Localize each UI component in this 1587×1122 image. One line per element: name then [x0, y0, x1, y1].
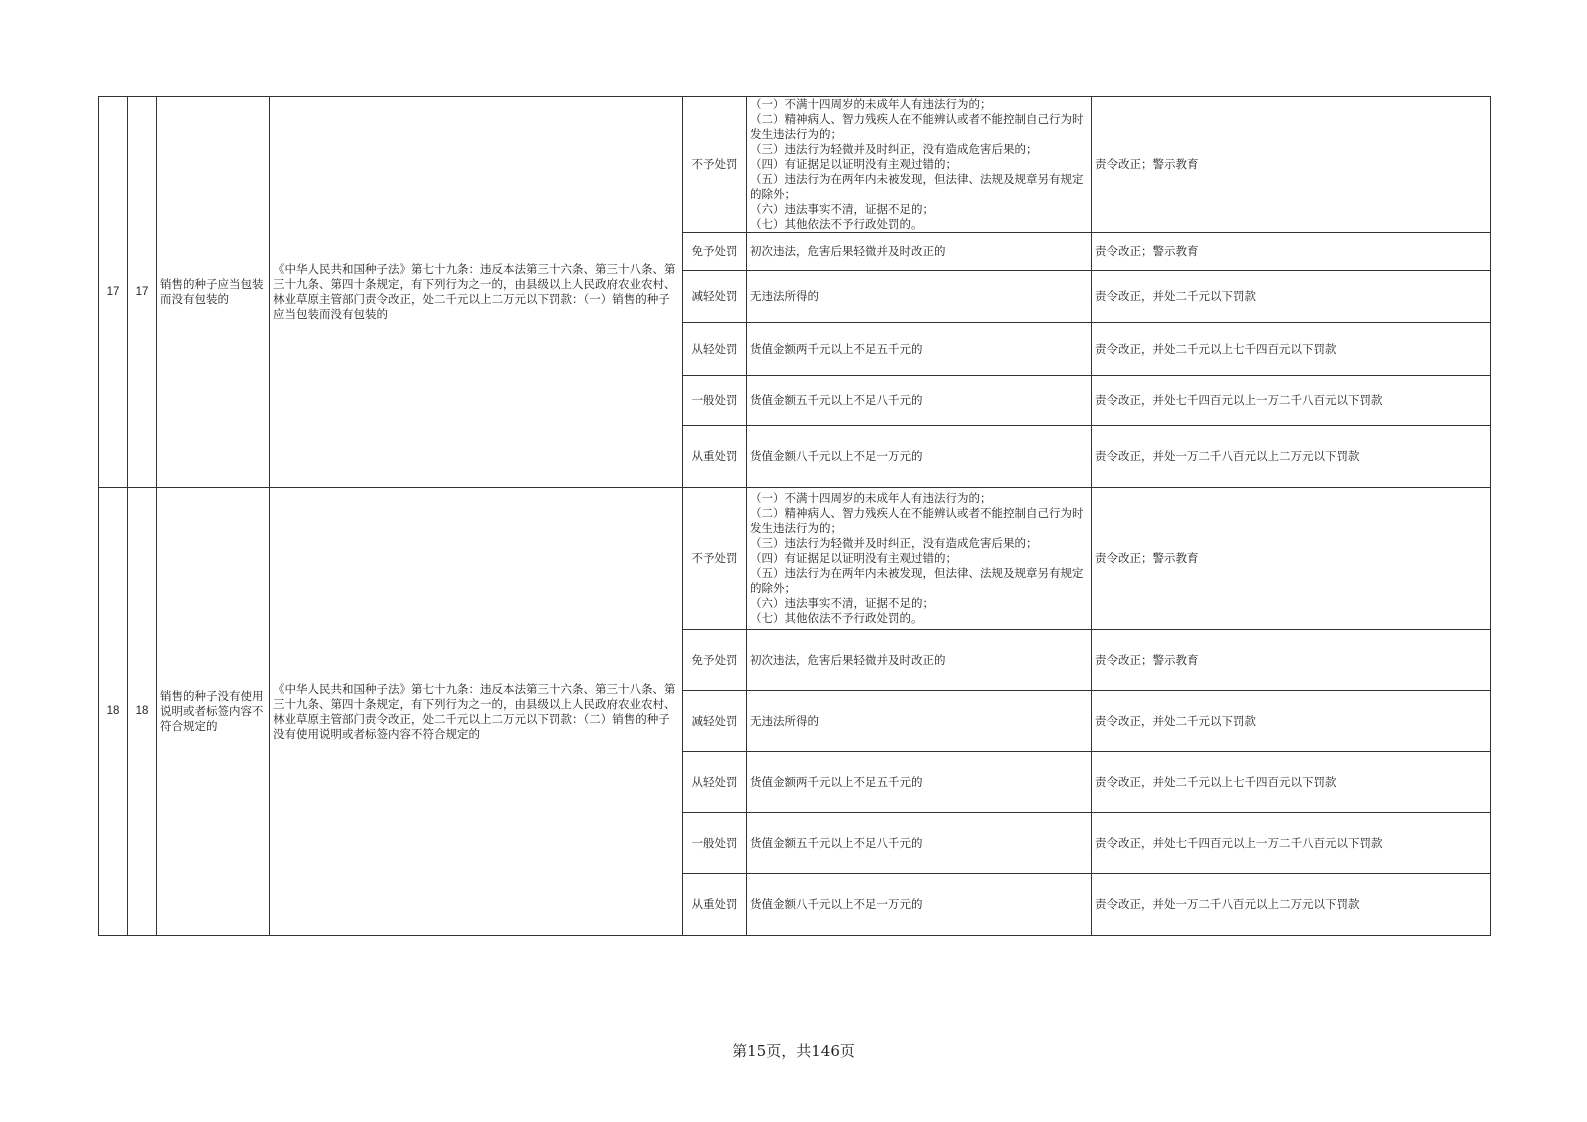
legal-basis: 《中华人民共和国种子法》第七十九条：违反本法第三十六条、第三十八条、第三十九条、第四十条规定，有下列行为之一的，由县级以上人民政府农业农村、林业草原主管部门责令改正，处二千元以上二万元以下罚款：（二）销售的种子没有使用说明或者标签内容不符合规定的 [270, 488, 683, 936]
penalty-measure: 责令改正，并处二千元以上七千四百元以下罚款 [1092, 323, 1491, 376]
penalty-category: 从轻处罚 [683, 323, 747, 376]
penalty-measure: 责令改正，并处二千元以上七千四百元以下罚款 [1092, 752, 1491, 813]
penalty-category: 免予处罚 [683, 233, 747, 271]
violation-item: 销售的种子应当包装而没有包装的 [157, 97, 270, 488]
penalty-category: 一般处罚 [683, 813, 747, 874]
penalty-category: 免予处罚 [683, 630, 747, 691]
penalty-measure: 责令改正；警示教育 [1092, 233, 1491, 271]
row-number: 18 [99, 488, 128, 936]
table-row [99, 97, 1491, 233]
circumstance-line: （七）其他依法不予行政处罚的。 [750, 611, 923, 625]
penalty-measure: 责令改正；警示教育 [1092, 630, 1491, 691]
circumstance-line: （六）违法事实不清，证据不足的； [750, 202, 934, 216]
circumstance-line: （四）有证据足以证明没有主观过错的； [750, 157, 957, 171]
circumstance-cell [747, 630, 1092, 691]
sub-number: 18 [128, 488, 157, 936]
penalty-category: 减轻处罚 [683, 691, 747, 752]
circumstance-line: （五）违法行为在两年内未被发现，但法律、法规及规章另有规定的除外； [750, 566, 1084, 595]
circumstance-line: （二）精神病人、智力残疾人在不能辨认或者不能控制自己行为时发生违法行为的； [750, 506, 1084, 535]
penalty-category: 从重处罚 [683, 874, 747, 936]
penalty-measure: 责令改正，并处七千四百元以上一万二千八百元以下罚款 [1092, 376, 1491, 426]
circumstance-line: 初次违法，危害后果轻微并及时改正的 [750, 244, 946, 258]
circumstance-cell [747, 323, 1092, 376]
circumstance-line: 初次违法，危害后果轻微并及时改正的 [750, 652, 946, 667]
legal-basis: 《中华人民共和国种子法》第七十九条：违反本法第三十六条、第三十八条、第三十九条、第四十条规定，有下列行为之一的，由县级以上人民政府农业农村、林业草原主管部门责令改正，处二千元以上二万元以下罚款：（一）销售的种子应当包装而没有包装的 [270, 97, 683, 488]
violation-item: 销售的种子没有使用说明或者标签内容不符合规定的 [157, 488, 270, 936]
circumstance-cell [747, 691, 1092, 752]
penalty-table [98, 96, 1491, 936]
penalty-measure: 责令改正，并处一万二千八百元以上二万元以下罚款 [1092, 874, 1491, 936]
circumstance-line: （五）违法行为在两年内未被发现，但法律、法规及规章另有规定的除外； [750, 172, 1084, 201]
circumstance-cell [747, 271, 1092, 323]
circumstance-cell [747, 813, 1092, 874]
penalty-measure: 责令改正，并处七千四百元以上一万二千八百元以下罚款 [1092, 813, 1491, 874]
circumstance-line: 货值金额两千元以上不足五千元的 [750, 341, 923, 356]
penalty-measure: 责令改正；警示教育 [1092, 97, 1491, 233]
circumstance-cell [747, 426, 1092, 488]
circumstance-line: （二）精神病人、智力残疾人在不能辨认或者不能控制自己行为时发生违法行为的； [750, 112, 1084, 141]
row-number: 17 [99, 97, 128, 488]
circumstance-line: 无违法所得的 [750, 289, 819, 303]
circumstance-line: 货值金额五千元以上不足八千元的 [750, 393, 923, 407]
penalty-category: 减轻处罚 [683, 271, 747, 323]
circumstance-cell [747, 376, 1092, 426]
penalty-category: 不予处罚 [683, 97, 747, 233]
circumstance-line: 货值金额两千元以上不足五千元的 [750, 774, 923, 789]
circumstance-cell [747, 874, 1092, 936]
page-footer: 第15页，共146页 [732, 1042, 855, 1060]
circumstance-cell [747, 233, 1092, 271]
penalty-category: 从轻处罚 [683, 752, 747, 813]
circumstance-line: 货值金额五千元以上不足八千元的 [750, 835, 923, 850]
circumstance-line: 无违法所得的 [750, 713, 819, 728]
circumstance-line: （四）有证据足以证明没有主观过错的； [750, 551, 957, 565]
circumstance-cell [747, 488, 1092, 630]
penalty-category: 从重处罚 [683, 426, 747, 488]
circumstance-line: （一）不满十四周岁的未成年人有违法行为的； [750, 491, 992, 505]
circumstance-line: （三）违法行为轻微并及时纠正，没有造成危害后果的； [750, 536, 1038, 550]
penalty-category: 一般处罚 [683, 376, 747, 426]
circumstance-line: （六）违法事实不清，证据不足的； [750, 596, 934, 610]
sub-number: 17 [128, 97, 157, 488]
circumstance-line: （三）违法行为轻微并及时纠正，没有造成危害后果的； [750, 142, 1038, 156]
circumstance-line: 货值金额八千元以上不足一万元的 [750, 449, 923, 463]
penalty-measure: 责令改正，并处二千元以下罚款 [1092, 271, 1491, 323]
penalty-measure: 责令改正，并处二千元以下罚款 [1092, 691, 1491, 752]
circumstance-line: （七）其他依法不予行政处罚的。 [750, 217, 923, 231]
penalty-category: 不予处罚 [683, 488, 747, 630]
circumstance-cell [747, 752, 1092, 813]
circumstance-line: （一）不满十四周岁的未成年人有违法行为的； [750, 97, 992, 111]
penalty-measure: 责令改正；警示教育 [1092, 488, 1491, 630]
penalty-measure: 责令改正，并处一万二千八百元以上二万元以下罚款 [1092, 426, 1491, 488]
circumstance-line: 货值金额八千元以上不足一万元的 [750, 897, 923, 911]
circumstance-cell [747, 97, 1092, 233]
table-row [99, 488, 1491, 630]
